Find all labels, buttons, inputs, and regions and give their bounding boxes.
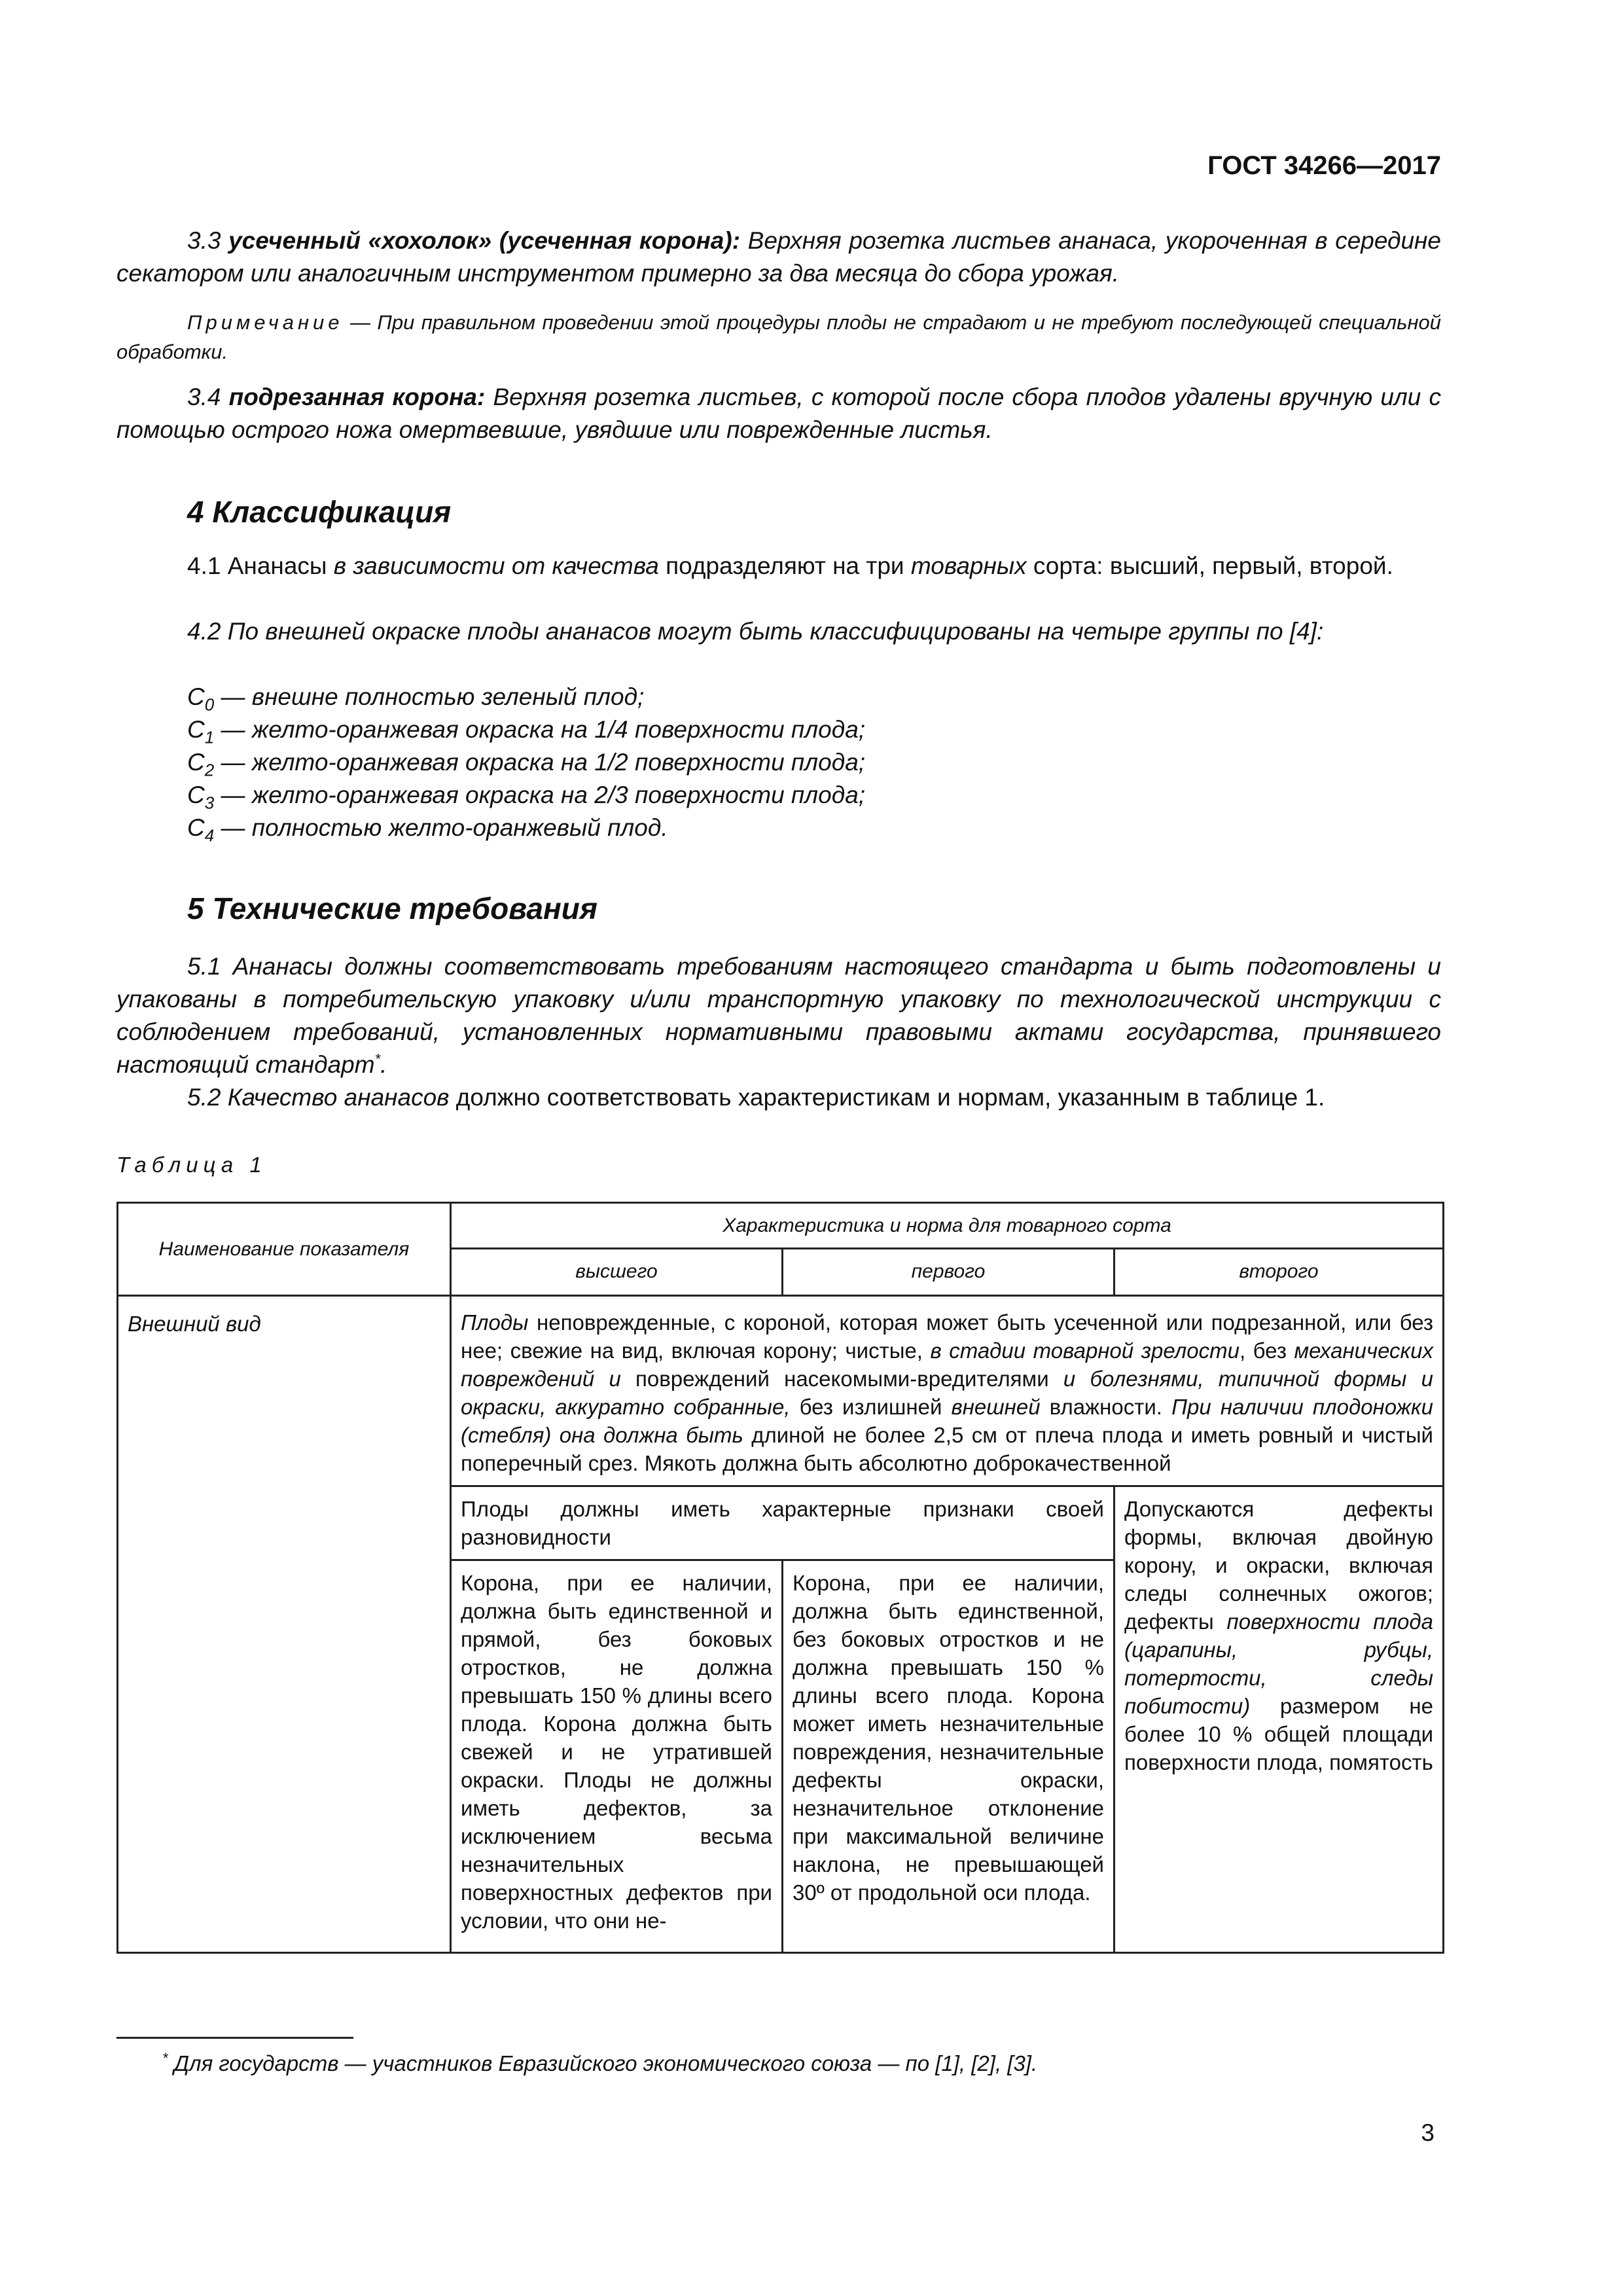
common-part: внешней xyxy=(951,1395,1041,1419)
cell-first-grade: Корона, при ее наличии, должна быть единственной, без боковых отростков и не должна превышать 150 % длины всего плода. Корона может иметь незначительные повреждения, незначительные дефекты окраски, незначительное отклонение при максимальной величине наклона, не превышающей 30º от продольной оси плода. xyxy=(783,1560,1115,1953)
term-definition: Верхняя розетка листьев ананаса, укороченная в середине секатором или аналогичным инструментом примерно за два месяца до сбора урожая. xyxy=(116,227,1441,287)
term-number: 3.3 xyxy=(187,227,229,254)
header-grade-first: первого xyxy=(783,1249,1115,1296)
color-group-c0 xyxy=(116,681,1441,713)
color-groups-list xyxy=(116,681,1441,844)
p41-part: подразделяют на три xyxy=(658,552,911,579)
common-part: При наличии плодоножки (стебля) она должна быть xyxy=(461,1395,1433,1447)
term-number: 3.4 xyxy=(187,384,229,410)
row-label-appearance: Внешний вид xyxy=(118,1296,451,1953)
color-group-c2 xyxy=(116,746,1441,779)
second-part: поверхности плода (царапины, рубцы, потертости, следы побитости) xyxy=(1124,1609,1433,1718)
group-letter: C xyxy=(187,716,205,743)
term-name: усеченный «хохолок» (усеченная корона): xyxy=(228,227,741,254)
common-part: влажности. xyxy=(1040,1395,1172,1419)
section-4 xyxy=(116,492,1441,531)
color-group-c3 xyxy=(116,779,1441,812)
p42-text: 4.2 По внешней окраске плоды ананасов могут быть классифицированы на четыре группы по [4]: xyxy=(187,618,1324,645)
header-grade-second: второго xyxy=(1115,1249,1444,1296)
header-grade-group: Характеристика и норма для товарного сорта xyxy=(451,1203,1444,1249)
group-index: 2 xyxy=(204,760,215,780)
cell-variety-features: Плоды должны иметь характерные признаки своей разновидности xyxy=(451,1486,1115,1560)
footnote-mark: * xyxy=(162,2050,168,2066)
cell-highest-grade: Корона, при ее наличии, должна быть единственной и прямой, без боковых отростков, не должна превышать 150 % длины всего плода. Корона должна быть свежей и не утратившей окраски. Плоды не должны иметь дефектов, за исключением весьма незначительных поверхностных дефектов при условии, что они не- xyxy=(451,1560,783,1953)
table-caption xyxy=(116,1148,1441,1181)
paragraph-5-1 xyxy=(116,950,1441,1081)
paragraph-4-1 xyxy=(116,550,1441,583)
color-group-c4 xyxy=(116,812,1441,844)
footnote xyxy=(162,2047,1037,2080)
note-text: — При правильном проведении этой процедуры плоды не страдают и не требуют последующей специальной обработки. xyxy=(116,311,1441,363)
table-caption-text: Таблица 1 xyxy=(116,1153,267,1177)
common-part: повреждений насекомыми-вредителями xyxy=(620,1367,1063,1391)
common-part: длиной не более 2,5 см от плеча плода и иметь ровный и чистый поперечный срез. Мякоть должна быть абсолютно доброкачественной xyxy=(461,1423,1433,1475)
footnote-divider xyxy=(116,2037,353,2039)
second-part: Допускаются дефекты формы, включая двойную корону, и окраски, включая следы солнечных ожогов; дефекты xyxy=(1124,1497,1433,1634)
section-5-title: 5 Технические требования xyxy=(187,891,597,925)
term-definition: Верхняя розетка листьев, с которой после сбора плодов удалены вручную или с помощью острого ножа омертвевшие, увядшие или поврежденные листья. xyxy=(116,384,1442,443)
paragraph-5-2 xyxy=(116,1081,1441,1114)
footnote-text: Для государств — участников Евразийского экономического союза — по [1], [2], [3]. xyxy=(168,2051,1038,2075)
group-text: — желто-оранжевая окраска на 1/2 поверхности плода; xyxy=(214,749,866,776)
header-indicator-name: Наименование показателя xyxy=(118,1203,451,1296)
p52-part: должно соответствовать характеристикам и нормам, указанным в таблице 1. xyxy=(449,1084,1325,1111)
page-number: 3 xyxy=(1421,2119,1435,2146)
p41-part: сорта: высший, первый, второй. xyxy=(1026,552,1393,579)
p51-end: . xyxy=(380,1051,387,1078)
document-code: ГОСТ 34266—2017 xyxy=(1207,151,1441,180)
p51-text: 5.1 Ананасы должны соответствовать требованиям настоящего стандарта и быть подготовлены и упакованы в потребительскую упаковку и/или транспортную упаковку по технологической инструкции с соблюдением требований, установленных нормативными правовыми актами государства, принявшего настоящий стандарт xyxy=(116,953,1441,1078)
second-part: размером не более 10 % общей площади поверхности плода, помятость xyxy=(1124,1694,1433,1774)
term-3-3 xyxy=(116,224,1441,290)
group-text: — желто-оранжевая окраска на 2/3 поверхности плода; xyxy=(214,781,866,808)
document-page xyxy=(116,0,1441,2296)
term-3-4 xyxy=(116,381,1441,446)
p52-part: ананасов xyxy=(344,1084,450,1111)
common-part: механических повреждений и xyxy=(461,1338,1433,1391)
group-text: — полностью желто-оранжевый плод. xyxy=(214,814,668,841)
group-index: 0 xyxy=(204,694,215,715)
paragraph-4-2 xyxy=(116,615,1441,648)
p41-part: в зависимости от качества xyxy=(333,552,659,579)
group-text: — желто-оранжевая окраска на 1/4 поверхности плода; xyxy=(214,716,866,743)
p41-part: товарных xyxy=(910,552,1027,579)
group-letter: C xyxy=(187,781,205,808)
p52-part: 5.2 Качество xyxy=(187,1084,344,1111)
group-letter: C xyxy=(187,814,205,841)
group-letter: C xyxy=(187,683,205,710)
common-part: , без xyxy=(1239,1338,1294,1363)
common-part: Плоды xyxy=(461,1310,529,1335)
footnote-ref: * xyxy=(374,1050,381,1067)
cell-second-grade xyxy=(1115,1486,1444,1953)
section-4-title: 4 Классификация xyxy=(187,495,452,529)
section-5 xyxy=(116,889,1441,928)
term-name: подрезанная корона: xyxy=(228,384,486,410)
common-part: в стадии товарной зрелости xyxy=(930,1338,1240,1363)
group-index: 1 xyxy=(204,727,215,747)
color-group-c1 xyxy=(116,713,1441,746)
common-part: и болезнями, типичной формы и окраски, аккуратно собранные, xyxy=(461,1367,1433,1419)
note-block xyxy=(116,308,1441,367)
common-part: неповрежденные, с короной, которая может быть усеченной или подрезанной, или без нее; свежие на вид, включая корону; чистые, xyxy=(461,1310,1433,1363)
group-letter: C xyxy=(187,749,205,776)
header-grade-highest: высшего xyxy=(451,1249,783,1296)
p41-part: 4.1 Ананасы xyxy=(187,552,334,579)
group-text: — внешне полностью зеленый плод; xyxy=(214,683,645,710)
quality-table xyxy=(116,1202,1444,1954)
cell-common-requirements xyxy=(451,1296,1444,1486)
note-label: Примечание xyxy=(187,311,344,334)
group-index: 4 xyxy=(204,825,215,846)
common-part: без излишней xyxy=(790,1395,952,1419)
group-index: 3 xyxy=(204,793,215,813)
